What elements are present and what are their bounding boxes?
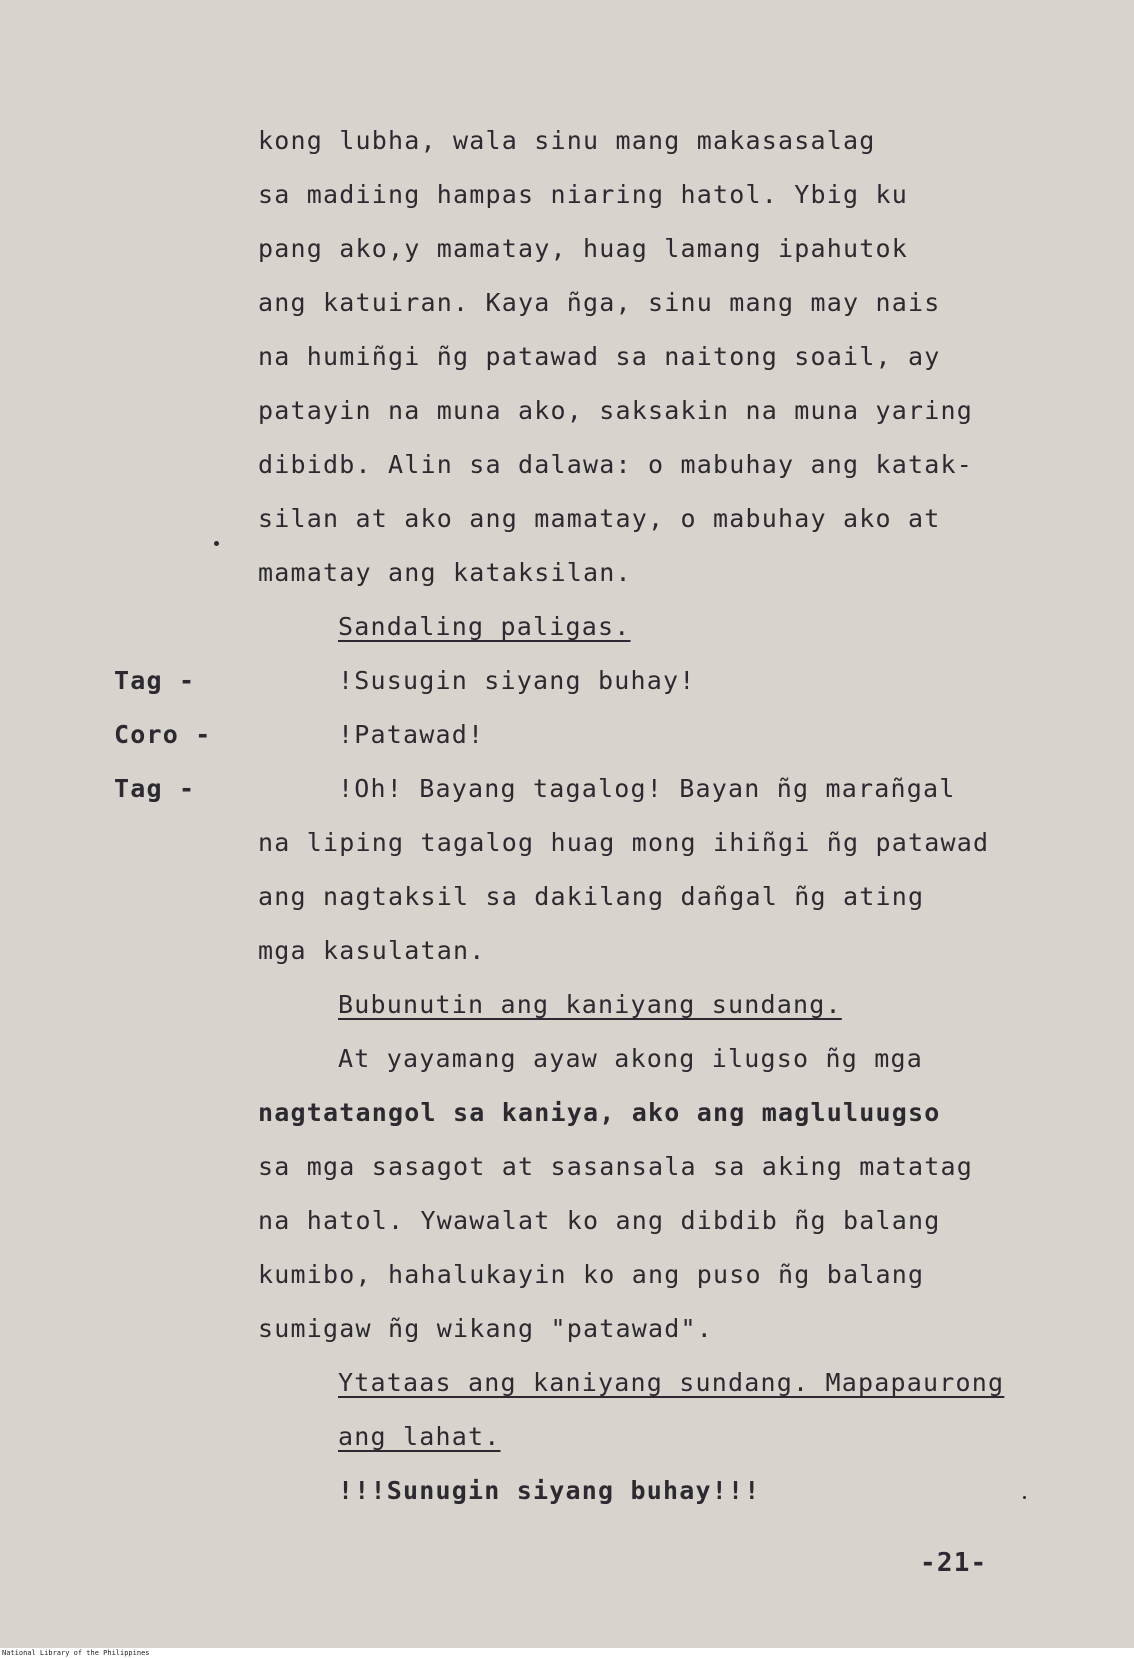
text-line: mga kasulatan. — [258, 936, 486, 965]
text-line: kumibo, hahalukayin ko ang puso ñg balang — [258, 1260, 925, 1289]
speaker-label: Tag - — [114, 774, 196, 803]
stage-direction: Sandaling paligas. — [338, 612, 631, 641]
text-line: ang katuiran. Kaya ñga, sinu mang may nais — [258, 288, 941, 317]
ink-speck — [1023, 1496, 1026, 1499]
dialogue-line: !Susugin siyang buhay! — [338, 666, 696, 695]
dialogue-line: !Oh! Bayang tagalog! Bayan ñg marañgal — [338, 774, 956, 803]
text-line: na hatol. Ywawalat ko ang dibdib ñg balang — [258, 1206, 941, 1235]
speaker-label: Coro - — [114, 720, 212, 749]
text-line: At yayamang ayaw akong ilugso ñg mga — [338, 1044, 924, 1073]
text-line: ang nagtaksil sa dakilang dañgal ñg ating — [258, 882, 925, 911]
text-line: mamatay ang kataksilan. — [258, 558, 632, 587]
page-number: -21- — [920, 1548, 988, 1578]
footer-credit: National Library of the Philippines — [2, 1649, 150, 1657]
text-line: na humiñgi ñg patawad sa naitong soail, ay — [258, 342, 941, 371]
text-line: dibidb. Alin sa dalawa: o mabuhay ang katak- — [258, 450, 974, 479]
dialogue-line: !Patawad! — [338, 720, 485, 749]
text-line: sa madiing hampas niaring hatol. Ybig ku — [258, 180, 909, 209]
dialogue-line: !!!Sunugin siyang buhay!!! — [338, 1476, 761, 1505]
text-line: silan at ako ang mamatay, o mabuhay ako at — [258, 504, 941, 533]
text-line: na liping tagalog huag mong ihiñgi ñg patawad — [258, 828, 990, 857]
stage-direction: Bubunutin ang kaniyang sundang. — [338, 990, 842, 1019]
text-line: pang ako,y mamatay, huag lamang ipahutok — [258, 234, 909, 263]
text-line: sa mga sasagot at sasansala sa aking matatag — [258, 1152, 974, 1181]
speaker-label: Tag - — [114, 666, 196, 695]
text-line: patayin na muna ako, saksakin na muna yaring — [258, 396, 974, 425]
text-line: sumigaw ñg wikang "patawad". — [258, 1314, 714, 1343]
text-line: kong lubha, wala sinu mang makasasalag — [258, 126, 876, 155]
stage-direction: ang lahat. — [338, 1422, 501, 1451]
text-line: nagtatangol sa kaniya, ako ang magluluugso — [258, 1098, 941, 1127]
ink-speck — [214, 541, 219, 546]
stage-direction: Ytataas ang kaniyang sundang. Mapapaurong — [338, 1368, 1005, 1397]
